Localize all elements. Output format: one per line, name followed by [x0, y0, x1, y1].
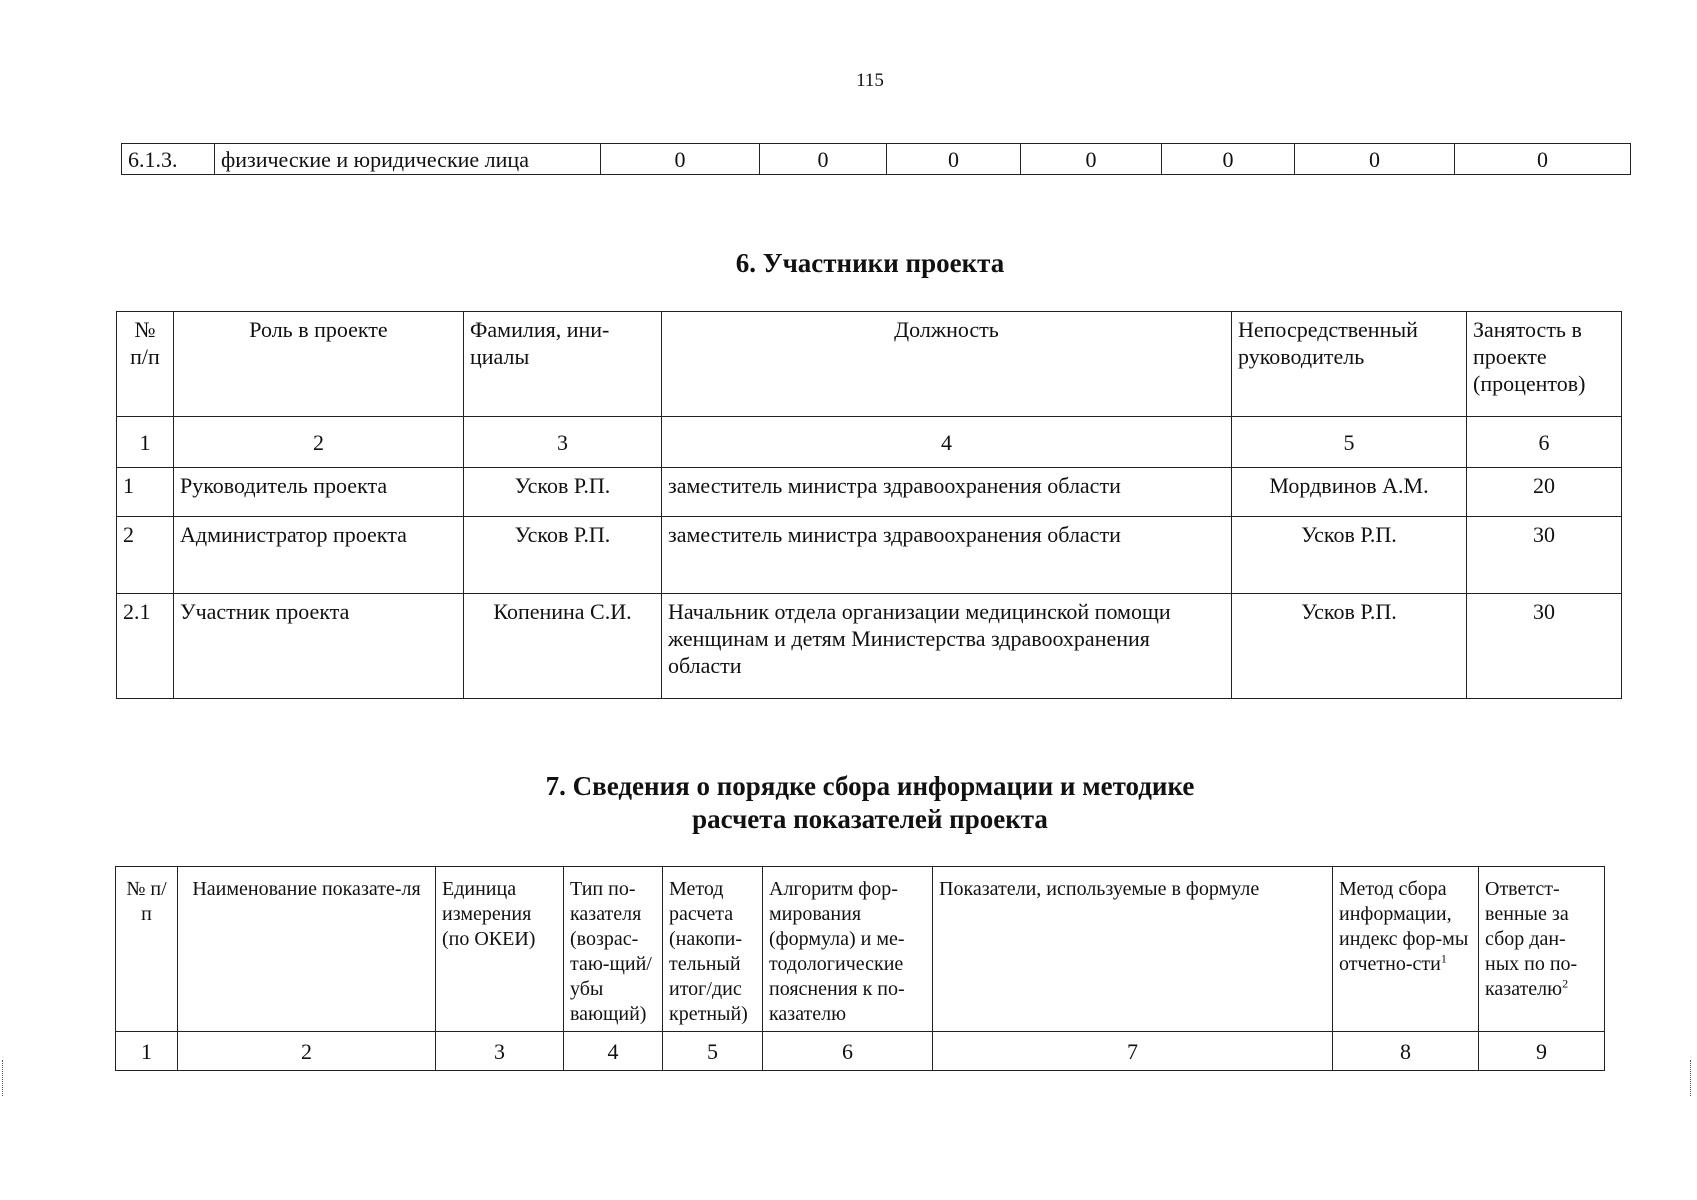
row-number: 6.1.3.	[122, 144, 215, 175]
workload-cell: 30	[1467, 517, 1622, 594]
methodology-table	[115, 866, 1605, 1071]
position-cell: заместитель министра здравоохранения области	[662, 517, 1232, 594]
column-number: 6	[1467, 417, 1622, 468]
workload-cell: 30	[1467, 594, 1622, 699]
header-cell: Метод расчета (накопи-тельный итог/дис кретный)	[663, 867, 763, 1032]
header-row	[116, 867, 1605, 1032]
header-cell: Занятость в проекте (процентов)	[1467, 312, 1622, 417]
numbering-row	[116, 1032, 1605, 1071]
header-cell: Непосредственный руководитель	[1232, 312, 1467, 417]
section-title	[0, 770, 1697, 836]
column-number: 4	[662, 417, 1232, 468]
scan-edge-mark	[1690, 1060, 1694, 1096]
value-cell: 0	[887, 144, 1021, 175]
section-title-line: расчета показателей проекта	[692, 804, 1048, 834]
manager-cell: Усков Р.П.	[1232, 517, 1467, 594]
column-number: 6	[763, 1032, 933, 1071]
header-cell	[1479, 867, 1605, 1032]
value-cell: 0	[1455, 144, 1631, 175]
column-number: 5	[1232, 417, 1467, 468]
table-row	[117, 468, 1622, 517]
value-cell: 0	[760, 144, 887, 175]
continuation-table	[121, 143, 1631, 175]
position-cell: заместитель министра здравоохранения области	[662, 468, 1232, 517]
header-row	[117, 312, 1622, 417]
header-cell	[1333, 867, 1479, 1032]
name-cell: Усков Р.П.	[464, 517, 662, 594]
section-title-line: 7. Сведения о порядке сбора информации и методике	[545, 771, 1195, 801]
header-cell: Единица измерения (по ОКЕИ)	[436, 867, 564, 1032]
scan-edge-mark	[2, 1060, 6, 1096]
header-cell: № п/п	[116, 867, 178, 1032]
column-number: 3	[464, 417, 662, 468]
name-cell: Усков Р.П.	[464, 468, 662, 517]
column-number: 5	[663, 1032, 763, 1071]
column-number: 2	[178, 1032, 436, 1071]
page-number: 115	[856, 70, 884, 91]
column-number: 3	[436, 1032, 564, 1071]
header-cell: Роль в проекте	[174, 312, 464, 417]
section-title: 6. Участники проекта	[735, 248, 1005, 278]
role-cell: Участник проекта	[174, 594, 464, 699]
header-cell: Алгоритм фор-мирования (формула) и ме-тодологические пояснения к по-казателю	[763, 867, 933, 1032]
role-cell: Руководитель проекта	[174, 468, 464, 517]
header-cell-text: Ответст-венные за сбор дан-ных по по-казателю	[1485, 878, 1578, 1000]
role-cell: Администратор проекта	[174, 517, 464, 594]
row-label: физические и юридические лица	[215, 144, 601, 175]
table-row	[122, 144, 1631, 175]
table-row	[117, 517, 1622, 594]
numbering-row	[117, 417, 1622, 468]
column-number: 9	[1479, 1032, 1605, 1071]
workload-cell: 20	[1467, 468, 1622, 517]
column-number: 1	[116, 1032, 178, 1071]
value-cell: 0	[1162, 144, 1295, 175]
participants-table	[116, 311, 1622, 699]
header-cell: Показатели, используемые в формуле	[933, 867, 1333, 1032]
column-number: 1	[117, 417, 174, 468]
column-number: 7	[933, 1032, 1333, 1071]
table-row	[117, 594, 1622, 699]
manager-cell: Мордвинов А.М.	[1232, 468, 1467, 517]
column-number: 4	[564, 1032, 663, 1071]
column-number: 2	[174, 417, 464, 468]
header-cell: Должность	[662, 312, 1232, 417]
footnote-mark: 1	[1440, 951, 1447, 966]
value-cell: 0	[601, 144, 760, 175]
header-cell: № п/п	[117, 312, 174, 417]
header-cell: Наименование показате-ля	[178, 867, 436, 1032]
header-cell: Фамилия, ини-циалы	[464, 312, 662, 417]
header-cell: Тип по-казателя (возрас-таю-щий/убы вающий)	[564, 867, 663, 1032]
value-cell: 0	[1295, 144, 1455, 175]
header-cell-text: Метод сбора информации, индекс фор-мы отчетно-сти	[1339, 878, 1469, 975]
manager-cell: Усков Р.П.	[1232, 594, 1467, 699]
position-cell: Начальник отдела организации медицинской помощи женщинам и детям Министерства здравоохранения области	[662, 594, 1232, 699]
name-cell: Копенина С.И.	[464, 594, 662, 699]
column-number: 8	[1333, 1032, 1479, 1071]
value-cell: 0	[1021, 144, 1162, 175]
footnote-mark: 2	[1562, 976, 1569, 991]
row-number: 2.1	[117, 594, 174, 699]
row-number: 2	[117, 517, 174, 594]
row-number: 1	[117, 468, 174, 517]
